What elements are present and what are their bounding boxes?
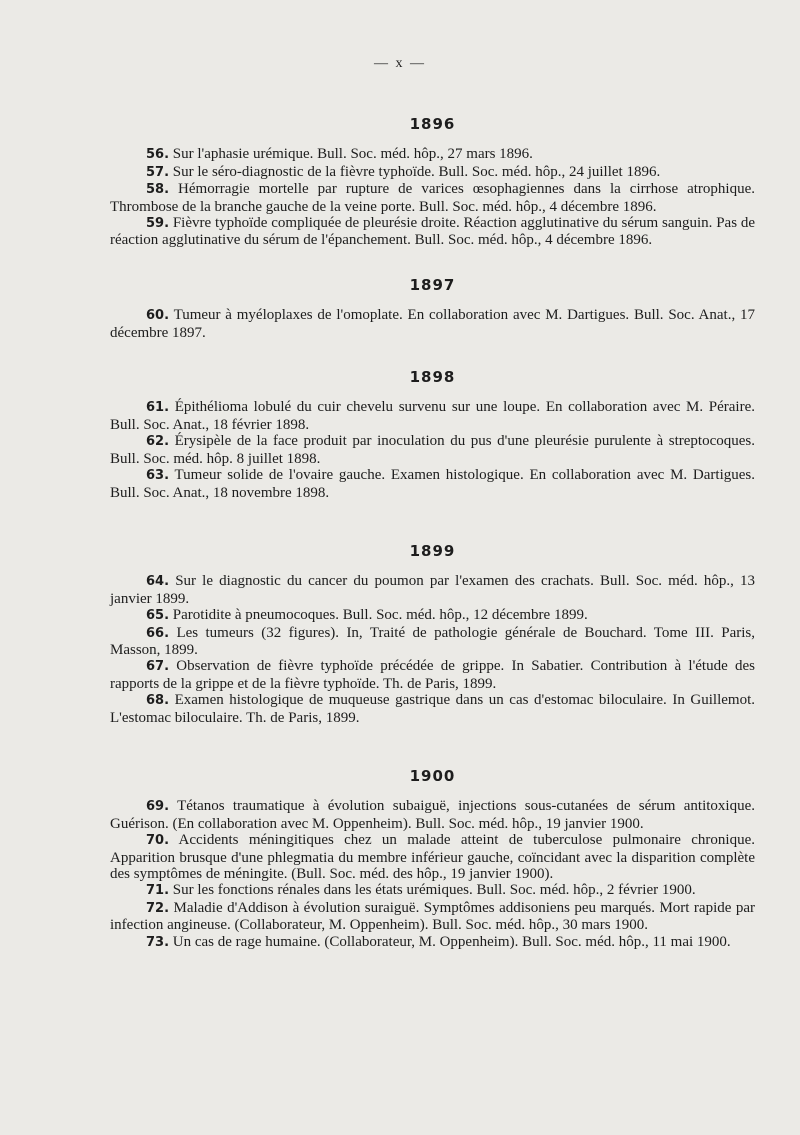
entry-text: Parotidite à pneumocoques. Bull. Soc. méd. hôp., 12 décembre 1899. [172,607,588,624]
entry-text: Un cas de rage humaine. (Collaborateur, M. Oppenheim). Bull. Soc. méd. hôp., 11 mai 1900. [172,933,731,950]
entry-text: Hémorragie mortelle par rupture de varices œsophagiennes dans la cirrhose atrophique. Thrombose de la branche gauche de la veine porte. Bull. Soc. méd. hôp., 4 décembre 1896. [110,181,756,215]
entry-65 [110,607,755,624]
entry-69 [110,798,755,832]
entry-number: 68. [146,693,170,709]
entry-text: Examen histologique de muqueuse gastrique dans un cas d'estomac biloculaire. In Guillemot. L'estomac biloculaire. Th. de Paris, 1899. [110,692,755,726]
entry-57 [110,164,755,181]
entry-text: Érysipèle de la face produit par inoculation du pus d'une pleurésie purulente à streptocoques. Bull. Soc. méd. hôp. 8 juillet 1898. [110,433,756,467]
entry-text: Sur le séro-diagnostic de la fièvre typhoïde. Bull. Soc. méd. hôp., 24 juillet 1896. [172,163,661,180]
entry-67 [110,658,755,692]
entry-number: 62. [146,434,170,450]
entry-text: Maladie d'Addison à évolution suraiguë. Symptômes addisoniens peu marqués. Mort rapide par infection angineuse. (Collaborateur, M. Oppenheim). Bull. Soc. méd. hôp., 30 mars 1900. [110,899,755,934]
entry-64 [110,573,755,607]
entry-58 [110,181,755,215]
entry-number: 69. [146,799,170,815]
entry-number: 66. [146,625,170,641]
entry-68 [110,692,755,726]
entry-number: 60. [146,308,170,324]
entry-text: Tétanos traumatique à évolution subaiguë, injections sous-cutanées de sérum antitoxique. Guérison. (En collaboration avec M. Oppenheim). Bull. Soc. méd. hôp., 19 janvier 1900. [110,798,755,832]
entry-number: 72. [146,900,170,916]
entry-number: 58. [146,182,170,198]
bibliography-text [110,108,755,951]
entry-63 [110,467,755,501]
page-folio: — x — [374,56,426,71]
entry-text: Sur le diagnostic du cancer du poumon par l'examen des crachats. Bull. Soc. méd. hôp., 13 janvier 1899. [110,573,755,607]
entry-66 [110,625,755,659]
entry-text: Sur l'aphasie urémique. Bull. Soc. méd. hôp., 27 mars 1896. [172,146,533,163]
entry-number: 61. [146,400,170,416]
year-heading: 1899 [409,541,456,560]
entry-59 [110,215,755,249]
entry-text: Sur les fonctions rénales dans les états urémiques. Bull. Soc. méd. hôp., 2 février 1900. [172,882,696,899]
entry-number: 67. [146,659,170,675]
entry-56 [110,146,755,163]
entry-text: Tumeur solide de l'ovaire gauche. Examen histologique. En collaboration avec M. Dartigues. Bull. Soc. Anat., 18 novembre 1898. [110,467,755,501]
entry-62 [110,433,755,467]
entry-text: Les tumeurs (32 figures). In, Traité de pathologie générale de Bouchard. Tome III. Paris, Masson, 1899. [110,624,755,658]
entry-72 [110,900,755,934]
entry-61 [110,399,755,433]
entry-number: 63. [146,468,170,484]
entry-number: 59. [146,216,170,232]
entry-number: 64. [146,574,170,590]
year-heading: 1900 [409,766,456,785]
year-heading: 1896 [409,115,456,133]
entry-71 [110,882,755,899]
entry-text: Épithélioma lobulé du cuir chevelu survenu sur une loupe. En collaboration avec M. Péraire. Bull. Soc. Anat., 18 février 1898. [110,399,755,433]
year-heading: 1898 [409,368,456,387]
entry-number: 57. [146,164,170,180]
year-heading: 1897 [409,275,456,294]
entry-number: 56. [146,147,170,163]
entry-text: Observation de fièvre typhoïde précédée de grippe. In Sabatier. Contribution à l'étude des rapports de la grippe et de la fièvre typhoïde. Th. de Paris, 1899. [110,658,756,692]
entry-number: 71. [146,883,170,899]
entry-text: Tumeur à myéloplaxes de l'omoplate. En collaboration avec M. Dartigues. Bull. Soc. Anat., 17 décembre 1897. [110,307,755,341]
entry-60 [110,307,755,341]
entry-text: Accidents méningitiques chez un malade atteint de tuberculose pulmonaire chronique. Apparition brusque d'une phlegmatia du membre inférieur gauche, coïncidant avec la disparition complète des symptômes de méningite. (Bull. Soc. méd. des hôp., 19 janvier 1900). [110,832,755,882]
entry-number: 70. [146,833,170,849]
entry-number: 65. [146,608,170,624]
entry-text: Fièvre typhoïde compliquée de pleurésie droite. Réaction agglutinative du sérum sanguin. Pas de réaction agglutinative du sérum de l'épanchement. Bull. Soc. méd. hôp., 4 décembre 1896. [110,215,756,249]
entry-70 [110,832,755,882]
entry-73 [110,934,755,951]
entry-number: 73. [146,934,170,950]
